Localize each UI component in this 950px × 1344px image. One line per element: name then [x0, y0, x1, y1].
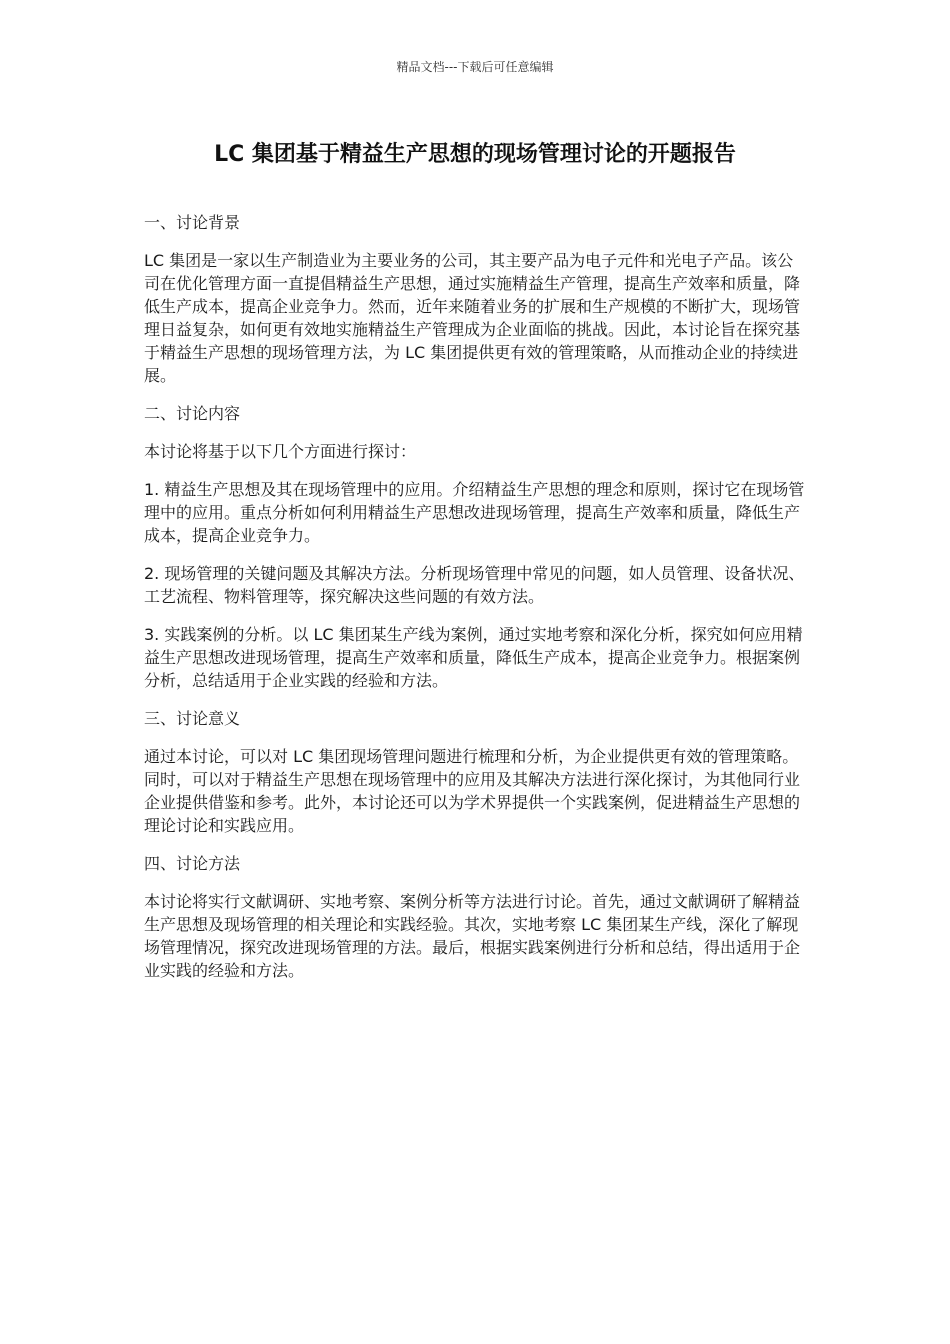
section-heading-methods: 四、讨论方法	[144, 854, 241, 873]
page-header-note: 精品文档---下载后可任意编辑	[396, 60, 554, 74]
document-body	[144, 211, 808, 997]
paragraph-content-item-1: 1. 精益生产思想及其在现场管理中的应用。介绍精益生产思想的理念和原则，探讨它在现场管理中的应用。重点分析如何利用精益生产思想改进现场管理，提高生产效率和质量，降低生产成本，提高企业竞争力。	[144, 480, 805, 545]
document-title: LC 集团基于精益生产思想的现场管理讨论的开题报告	[214, 142, 736, 167]
paragraph-methods: 本讨论将实行文献调研、实地考察、案例分析等方法进行讨论。首先，通过文献调研了解精益生产思想及现场管理的相关理论和实践经验。其次，实地考察 LC 集团某生产线，深化了解现场管理情况，探究改进现场管理的方法。最后，根据实践案例进行分析和总结，得出适用于企业实践的经验和方法。	[144, 892, 801, 980]
paragraph-content-item-3: 3. 实践案例的分析。以 LC 集团某生产线为案例，通过实地考察和深化分析，探究如何应用精益生产思想改进现场管理，提高生产效率和质量，降低生产成本，提高企业竞争力。根据案例分析，总结适用于企业实践的经验和方法。	[144, 625, 803, 690]
section-heading-content: 二、讨论内容	[144, 404, 241, 423]
section-heading-significance: 三、讨论意义	[144, 709, 241, 728]
paragraph-significance: 通过本讨论，可以对 LC 集团现场管理问题进行梳理和分析，为企业提供更有效的管理策略。同时，可以对于精益生产思想在现场管理中的应用及其解决方法进行深化探讨，为其他同行业企业提供借鉴和参考。此外，本讨论还可以为学术界提供一个实践案例，促进精益生产思想的理论讨论和实践应用。	[144, 747, 801, 835]
paragraph-content-item-2: 2. 现场管理的关键问题及其解决方法。分析现场管理中常见的问题，如人员管理、设备状况、工艺流程、物料管理等，探究解决这些问题的有效方法。	[144, 564, 805, 606]
paragraph-background: LC 集团是一家以生产制造业为主要业务的公司，其主要产品为电子元件和光电子产品。该公司在优化管理方面一直提倡精益生产思想，通过实施精益生产管理，提高生产效率和质量，降低生产成本，提高企业竞争力。然而，近年来随着业务的扩展和生产规模的不断扩大，现场管理日益复杂，如何更有效地实施精益生产管理成为企业面临的挑战。因此，本讨论旨在探究基于精益生产思想的现场管理方法，为 LC 集团提供更有效的管理策略，从而推动企业的持续进展。	[144, 251, 801, 385]
section-heading-background: 一、讨论背景	[144, 213, 241, 232]
paragraph-content-intro: 本讨论将基于以下几个方面进行探讨：	[144, 442, 417, 461]
